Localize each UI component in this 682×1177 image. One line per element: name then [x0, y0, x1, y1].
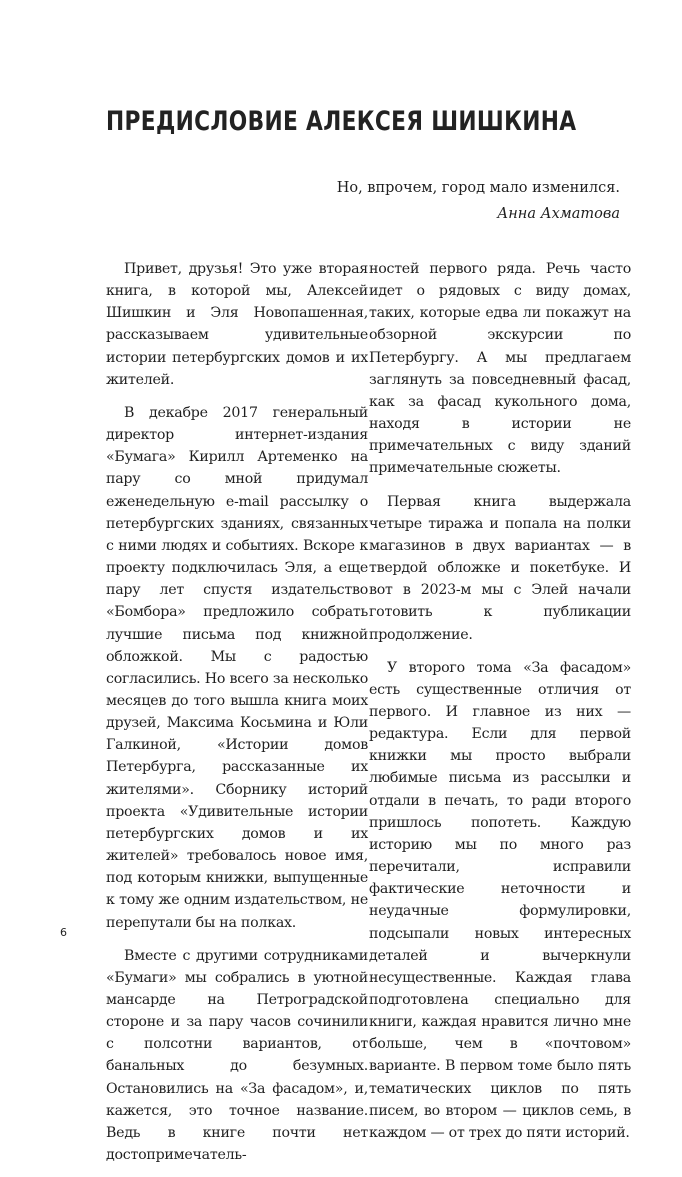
- paragraph: В декабре 2017 генеральный директор интернет-издания «Бумага» Кирилл Артеменко на пару со мной придумал еженедельную e-mail рассылку о петербургских зданиях, связанных с ними людях и событиях. Вскоре к проекту подключилась Эля, а еще пару лет спустя издательство «Бомбора» предложило собрать лучшие письма под книжной обложкой. Мы с радостью согласились. Но всего за несколько месяцев до того вышла книга моих друзей, Максима Косьмина и Юли Галкиной, «Истории домов Петербурга, рассказанные их жителями». Сборнику историй проекта «Удивительные истории петербургских домов и их жителей» требовалось новое имя, под которым книжки, выпущенные к тому же одним издательством, не перепутали бы на полках.: [106, 404, 368, 931]
- epigraph: [337, 175, 620, 227]
- epigraph-author: Анна Ахматова: [497, 206, 620, 222]
- text-column-left: [106, 258, 368, 1177]
- paragraph-continuation: ностей первого ряда. Речь часто идет о рядовых с виду домах, таких, которые едва ли покажут на обзорной экскурсии по Петербургу. А мы предлагаем заглянуть за повседневный фасад, как за фасад кукольного дома, находя в истории не примечательных с виду зданий примечательные сюжеты.: [369, 261, 631, 477]
- chapter-title: ПРЕДИСЛОВИЕ АЛЕКСЕЯ ШИШКИНА: [106, 106, 577, 137]
- page-number: 6: [60, 926, 67, 939]
- epigraph-quote: Но, впрочем, город мало изменился.: [336, 180, 620, 196]
- paragraph: Привет, друзья! Это уже вторая книга, в которой мы, Алексей Шишкин и Эля Новопашенная, рассказываем удивительные истории петербургских домов и их жителей.: [106, 261, 368, 388]
- text-column-right: [369, 258, 631, 1155]
- paragraph: Первая книга выдержала четыре тиража и попала на полки магазинов в двух вариантах — в твердой обложке и покетбуке. И вот в 2023-м мы с Элей начали готовить к публикации продолжение.: [369, 493, 631, 643]
- paragraph: У второго тома «За фасадом» есть существенные отличия от первого. И главное из них — редактура. Если для первой книжки мы просто выбрали любимые письма из рассылки и отдали в печать, то ради второго пришлось попотеть. Каждую историю мы по много раз перечитали, исправили фактические неточности и неудачные формулировки, подсыпали новых интересных деталей и вычеркнули несущественные. Каждая глава подготовлена специально для книги, каждая нравится лично мне больше, чем в «почтовом» варианте. В первом томе было пять тематических циклов по пять писем, во втором — циклов семь, в каждом — от трех до пяти историй.: [369, 659, 631, 1141]
- paragraph: Вместе с другими сотрудниками «Бумаги» мы собрались в уютной мансарде на Петроградской стороне и за пару часов сочинили с полсотни вариантов, от банальных до безумных. Остановились на «За фасадом», и, кажется, это точное название. Ведь в книге почти нет достопримечатель-: [106, 947, 368, 1164]
